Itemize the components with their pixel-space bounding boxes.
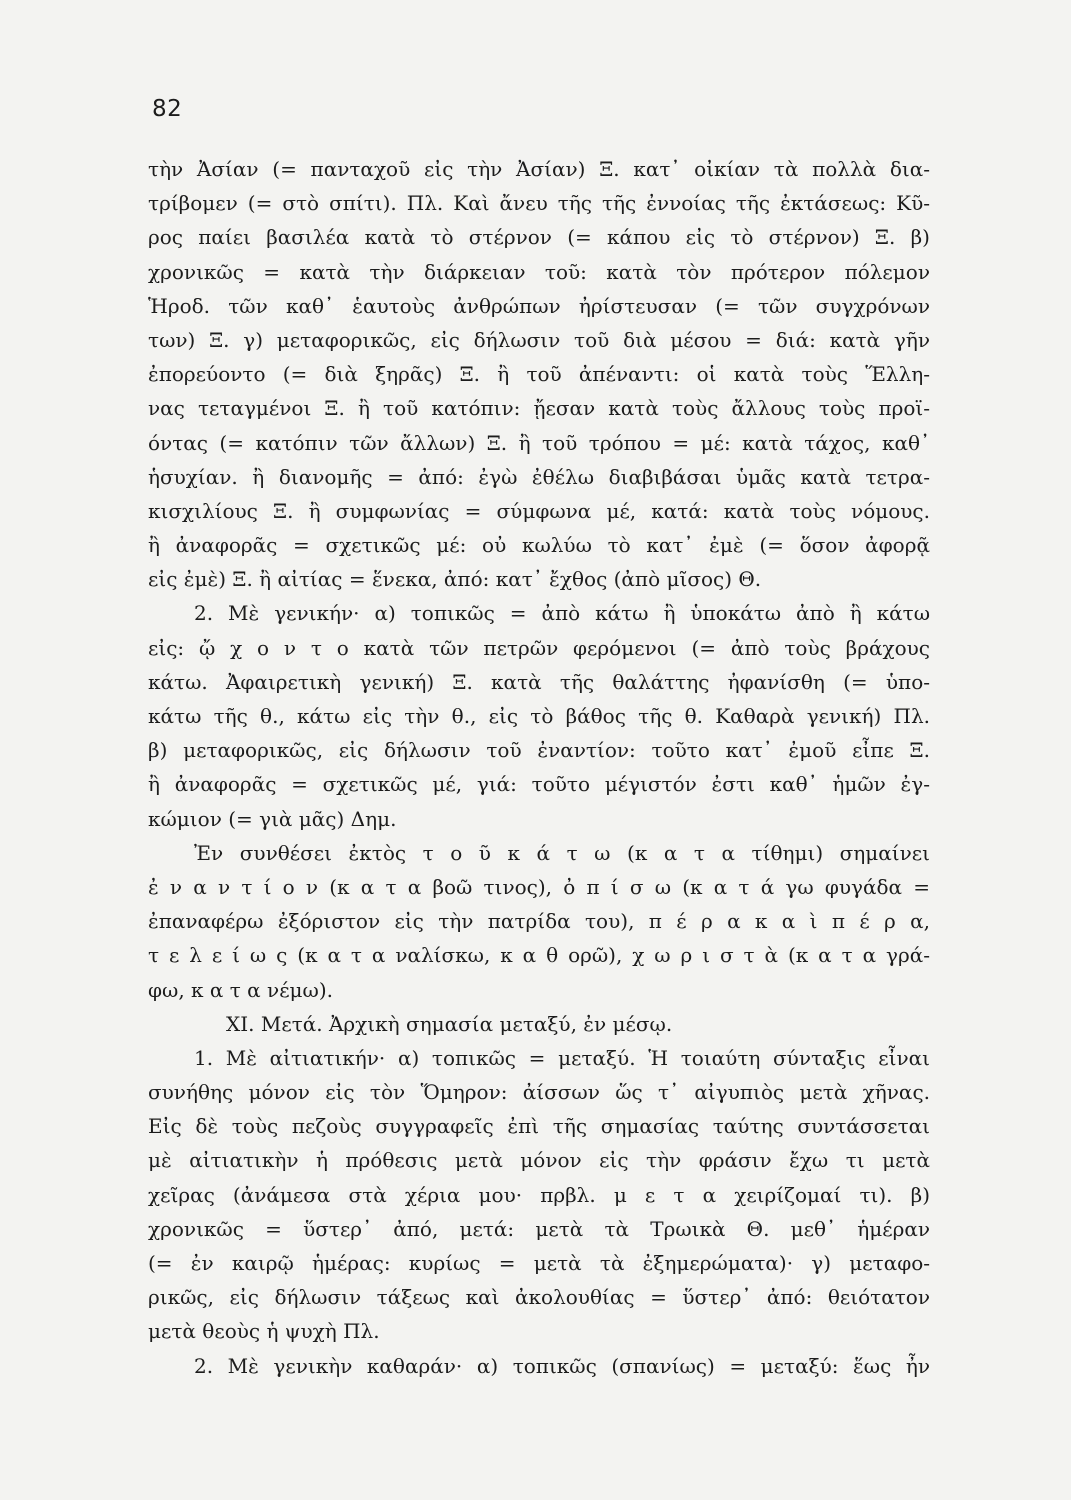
text-line: των) Ξ. γ) μεταφορικῶς, εἰς δήλωσιν τοῦ διὰ μέσου = διά: κατὰ γῆν — [148, 327, 930, 352]
text-line: Ἡροδ. τῶν καθ᾽ ἑαυτοὺς ἀνθρώπων ἠρίστευσαν (= τῶν συγχρόνων — [148, 293, 930, 318]
text-line: κάτω τῆς θ., κάτω εἰς τὴν θ., εἰς τὸ βάθος τῆς θ. Καθαρὰ γενική) Πλ. — [148, 704, 930, 728]
paragraph-start-line: Ἐν συνθέσει ἐκτὸς τ ο ῦ κ ά τ ω (κ α τ α τίθημι) σημαίνει — [194, 840, 930, 865]
section-heading-line: XI. Μετά. Ἀρχικὴ σημασία μεταξύ, ἐν μέσῳ. — [226, 1011, 673, 1036]
text-line: ἡσυχίαν. ἢ διανομῆς = ἀπό: ἐγὼ ἐθέλω διαβιβάσαι ὑμᾶς κατὰ τετρα- — [148, 464, 930, 489]
text-line: ἐ ν α ν τ ί ο ν (κ α τ α βοῶ τινος), ὀ π ί σ ω (κ α τ ά γω φυγάδα = — [148, 874, 930, 899]
text-line: νας τεταγμένοι Ξ. ἢ τοῦ κατόπιν: ᾔεσαν κατὰ τοὺς ἄλλους τοὺς προϊ- — [148, 396, 930, 421]
text-line: ρος παίει βασιλέα κατὰ τὸ στέρνον (= κάπου εἰς τὸ στέρνον) Ξ. β) — [148, 225, 930, 250]
text-line: ἢ ἀναφορᾶς = σχετικῶς μέ: οὐ κωλύω τὸ κατ᾽ ἐμὲ (= ὅσον ἀφορᾷ — [148, 533, 930, 558]
text-line: κισχιλίους Ξ. ἢ συμφωνίας = σύμφωνα μέ, κατά: κατὰ τοὺς νόμους. — [148, 498, 930, 523]
text-line: (= ἐν καιρῷ ἡμέρας: κυρίως = μετὰ τὰ ἐξημερώματα)· γ) μεταφο- — [148, 1251, 930, 1275]
text-line: Εἰς δὲ τοὺς πεζοὺς συγγραφεῖς ἐπὶ τῆς σημασίας ταύτης συντάσσεται — [148, 1114, 930, 1139]
text-line: όντας (= κατόπιν τῶν ἄλλων) Ξ. ἢ τοῦ τρόπου = μέ: κατὰ τάχος, καθ᾽ — [148, 430, 930, 455]
text-line: ρικῶς, εἰς δήλωσιν τάξεως καὶ ἀκολουθίας = ὕστερ᾽ ἀπό: θειότατον — [148, 1285, 930, 1310]
paragraph-start-line: 2. Μὲ γενικὴν καθαράν· α) τοπικῶς (σπανίως) = μεταξύ: ἕως ἦν — [194, 1353, 930, 1378]
text-line: χρονικῶς = κατὰ τὴν διάρκειαν τοῦ: κατὰ τὸν πρότερον πόλεμον — [148, 259, 930, 284]
text-line: ἢ ἀναφορᾶς = σχετικῶς μέ, γιά: τοῦτο μέγιστόν ἐστι καθ᾽ ἡμῶν ἐγ- — [148, 772, 930, 797]
text-line: β) μεταφορικῶς, εἰς δήλωσιν τοῦ ἐναντίον: τοῦτο κατ᾽ ἐμοῦ εἶπε Ξ. — [148, 738, 930, 763]
text-line: τ ε λ ε ί ω ς (κ α τ α ναλίσκω, κ α θ ορῶ), χ ω ρ ι σ τ ὰ (κ α τ α γρά- — [148, 943, 930, 968]
paragraph-start-line: 2. Μὲ γενικήν· α) τοπικῶς = ἀπὸ κάτω ἢ ὑποκάτω ἀπὸ ἢ κάτω — [194, 601, 930, 626]
page-number: 82 — [152, 96, 183, 122]
text-line: τὴν Ἀσίαν (= πανταχοῦ εἰς τὴν Ἀσίαν) Ξ. κατ᾽ οἰκίαν τὰ πολλὰ δια- — [148, 157, 930, 181]
text-line: μὲ αἰτιατικὴν ἡ πρόθεσις μετὰ μόνον εἰς τὴν φράσιν ἔχω τι μετὰ — [148, 1148, 930, 1173]
text-line: ἐπαναφέρω ἐξόριστον εἰς τὴν πατρίδα του), π έ ρ α κ α ὶ π έ ρ α, — [148, 909, 930, 934]
text-line: κώμιον (= γιὰ μᾶς) Δημ. — [148, 806, 397, 831]
text-line: ἐπορεύοντο (= διὰ ξηρᾶς) Ξ. ἢ τοῦ ἀπέναντι: οἱ κατὰ τοὺς Ἕλλη- — [148, 362, 930, 387]
text-line: εἰς: ᾤ χ ο ν τ ο κατὰ τῶν πετρῶν φερόμενοι (= ἀπὸ τοὺς βράχους — [148, 635, 930, 660]
text-line: μετὰ θεοὺς ἡ ψυχὴ Πλ. — [148, 1319, 380, 1344]
text-line: χρονικῶς = ὕστερ᾽ ἀπό, μετά: μετὰ τὰ Τρωικὰ Θ. μεθ᾽ ἡμέραν — [148, 1216, 930, 1241]
text-line: κάτω. Ἀφαιρετικὴ γενική) Ξ. κατὰ τῆς θαλάττης ἠφανίσθη (= ὑπο- — [148, 669, 930, 694]
text-line: χεῖρας (ἀνάμεσα στὰ χέρια μου· πρβλ. μ ε τ α χειρίζομαί τι). β) — [148, 1182, 930, 1207]
text-line: τρίβομεν (= στὸ σπίτι). Πλ. Καὶ ἄνευ τῆς τῆς ἐννοίας τῆς ἐκτάσεως: Κῦ- — [148, 191, 930, 216]
text-line: εἰς ἐμὲ) Ξ. ἢ αἰτίας = ἕνεκα, ἀπό: κατ᾽ ἔχθος (ἀπὸ μῖσος) Θ. — [148, 567, 762, 592]
paragraph-start-line: 1. Μὲ αἰτιατικήν· α) τοπικῶς = μεταξύ. Ἡ τοιαύτη σύνταξις εἶναι — [194, 1045, 930, 1070]
text-line: φω, κ α τ α νέμω). — [148, 977, 334, 1002]
body-text — [148, 152, 930, 1383]
text-line: συνήθης μόνον εἰς τὸν Ὅμηρον: ἀίσσων ὥς τ᾽ αἰγυπιὸς μετὰ χῆνας. — [148, 1080, 930, 1105]
